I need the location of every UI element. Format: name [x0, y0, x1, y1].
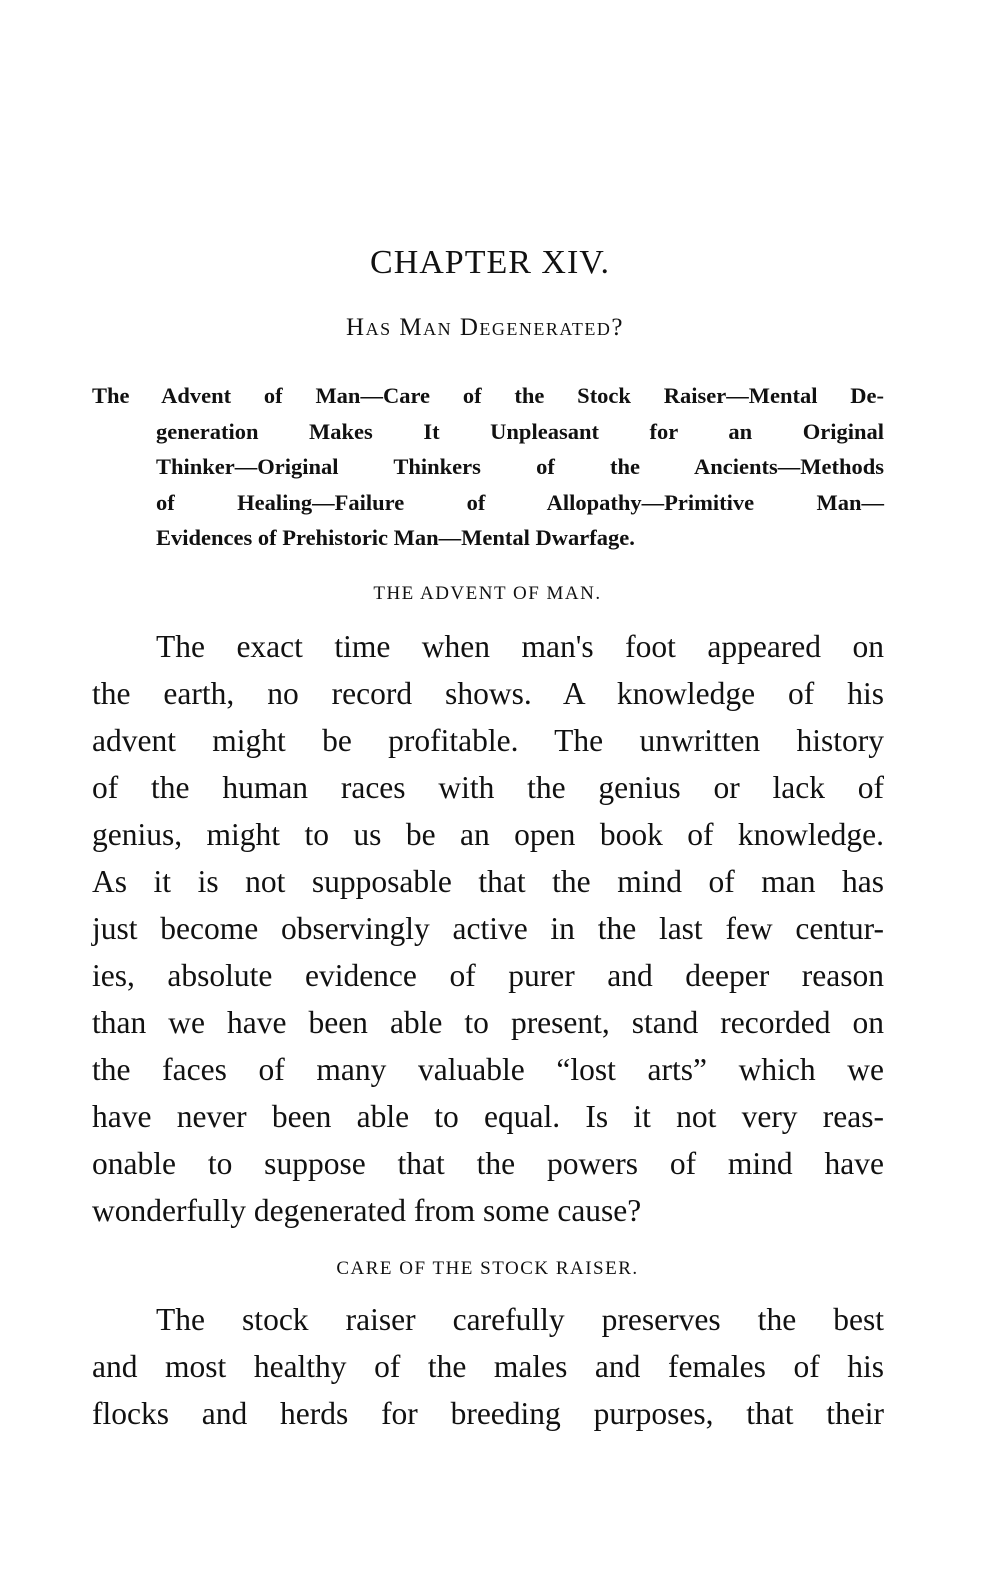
paragraph-line: have never been able to equal. Is it not very reas-	[92, 1099, 884, 1134]
paragraph-line: As it is not supposable that the mind of man has	[92, 864, 884, 899]
paragraph-line: onable to suppose that the powers of mind have	[92, 1146, 884, 1181]
paragraph-line: and most healthy of the males and females of his	[92, 1349, 884, 1384]
paragraph-line: just become observingly active in the last few centur-	[92, 911, 884, 946]
chapter-number: CHAPTER XIV.	[370, 244, 610, 281]
chapter-synopsis	[92, 378, 884, 556]
chapter-title: Has Man Degenerated?	[346, 314, 624, 341]
paragraph-line: wonderfully degenerated from some cause?	[92, 1193, 642, 1228]
synopsis-line: Thinker—Original Thinkers of the Ancients—Methods	[156, 454, 884, 479]
paragraph-line: ies, absolute evidence of purer and deeper reason	[92, 958, 884, 993]
section-heading-care-of-stock-raiser: CARE OF THE STOCK RAISER.	[336, 1258, 639, 1279]
section-body-advent-of-man	[92, 623, 884, 1234]
synopsis-line: Evidences of Prehistoric Man—Mental Dwarfage.	[156, 525, 635, 550]
paragraph-line: of the human races with the genius or lack of	[92, 770, 884, 805]
synopsis-line: The Advent of Man—Care of the Stock Raiser—Mental De-	[92, 383, 884, 408]
paragraph-line: The stock raiser carefully preserves the best	[156, 1302, 884, 1337]
paragraph-line: the earth, no record shows. A knowledge of his	[92, 676, 884, 711]
paragraph-line: advent might be profitable. The unwritten history	[92, 723, 884, 758]
paragraph-line: flocks and herds for breeding purposes, that their	[92, 1396, 884, 1431]
paragraph-line: genius, might to us be an open book of knowledge.	[92, 817, 884, 852]
section-body-care-of-stock-raiser	[92, 1296, 884, 1437]
paragraph-line: the faces of many valuable “lost arts” which we	[92, 1052, 884, 1087]
section-heading-advent-of-man: THE ADVENT OF MAN.	[373, 583, 602, 604]
synopsis-line: of Healing—Failure of Allopathy—Primitive Man—	[156, 489, 884, 515]
synopsis-line: generation Makes It Unpleasant for an Original	[156, 418, 884, 444]
paragraph-line: The exact time when man's foot appeared on	[156, 629, 884, 664]
paragraph-line: than we have been able to present, stand recorded on	[92, 1005, 884, 1040]
